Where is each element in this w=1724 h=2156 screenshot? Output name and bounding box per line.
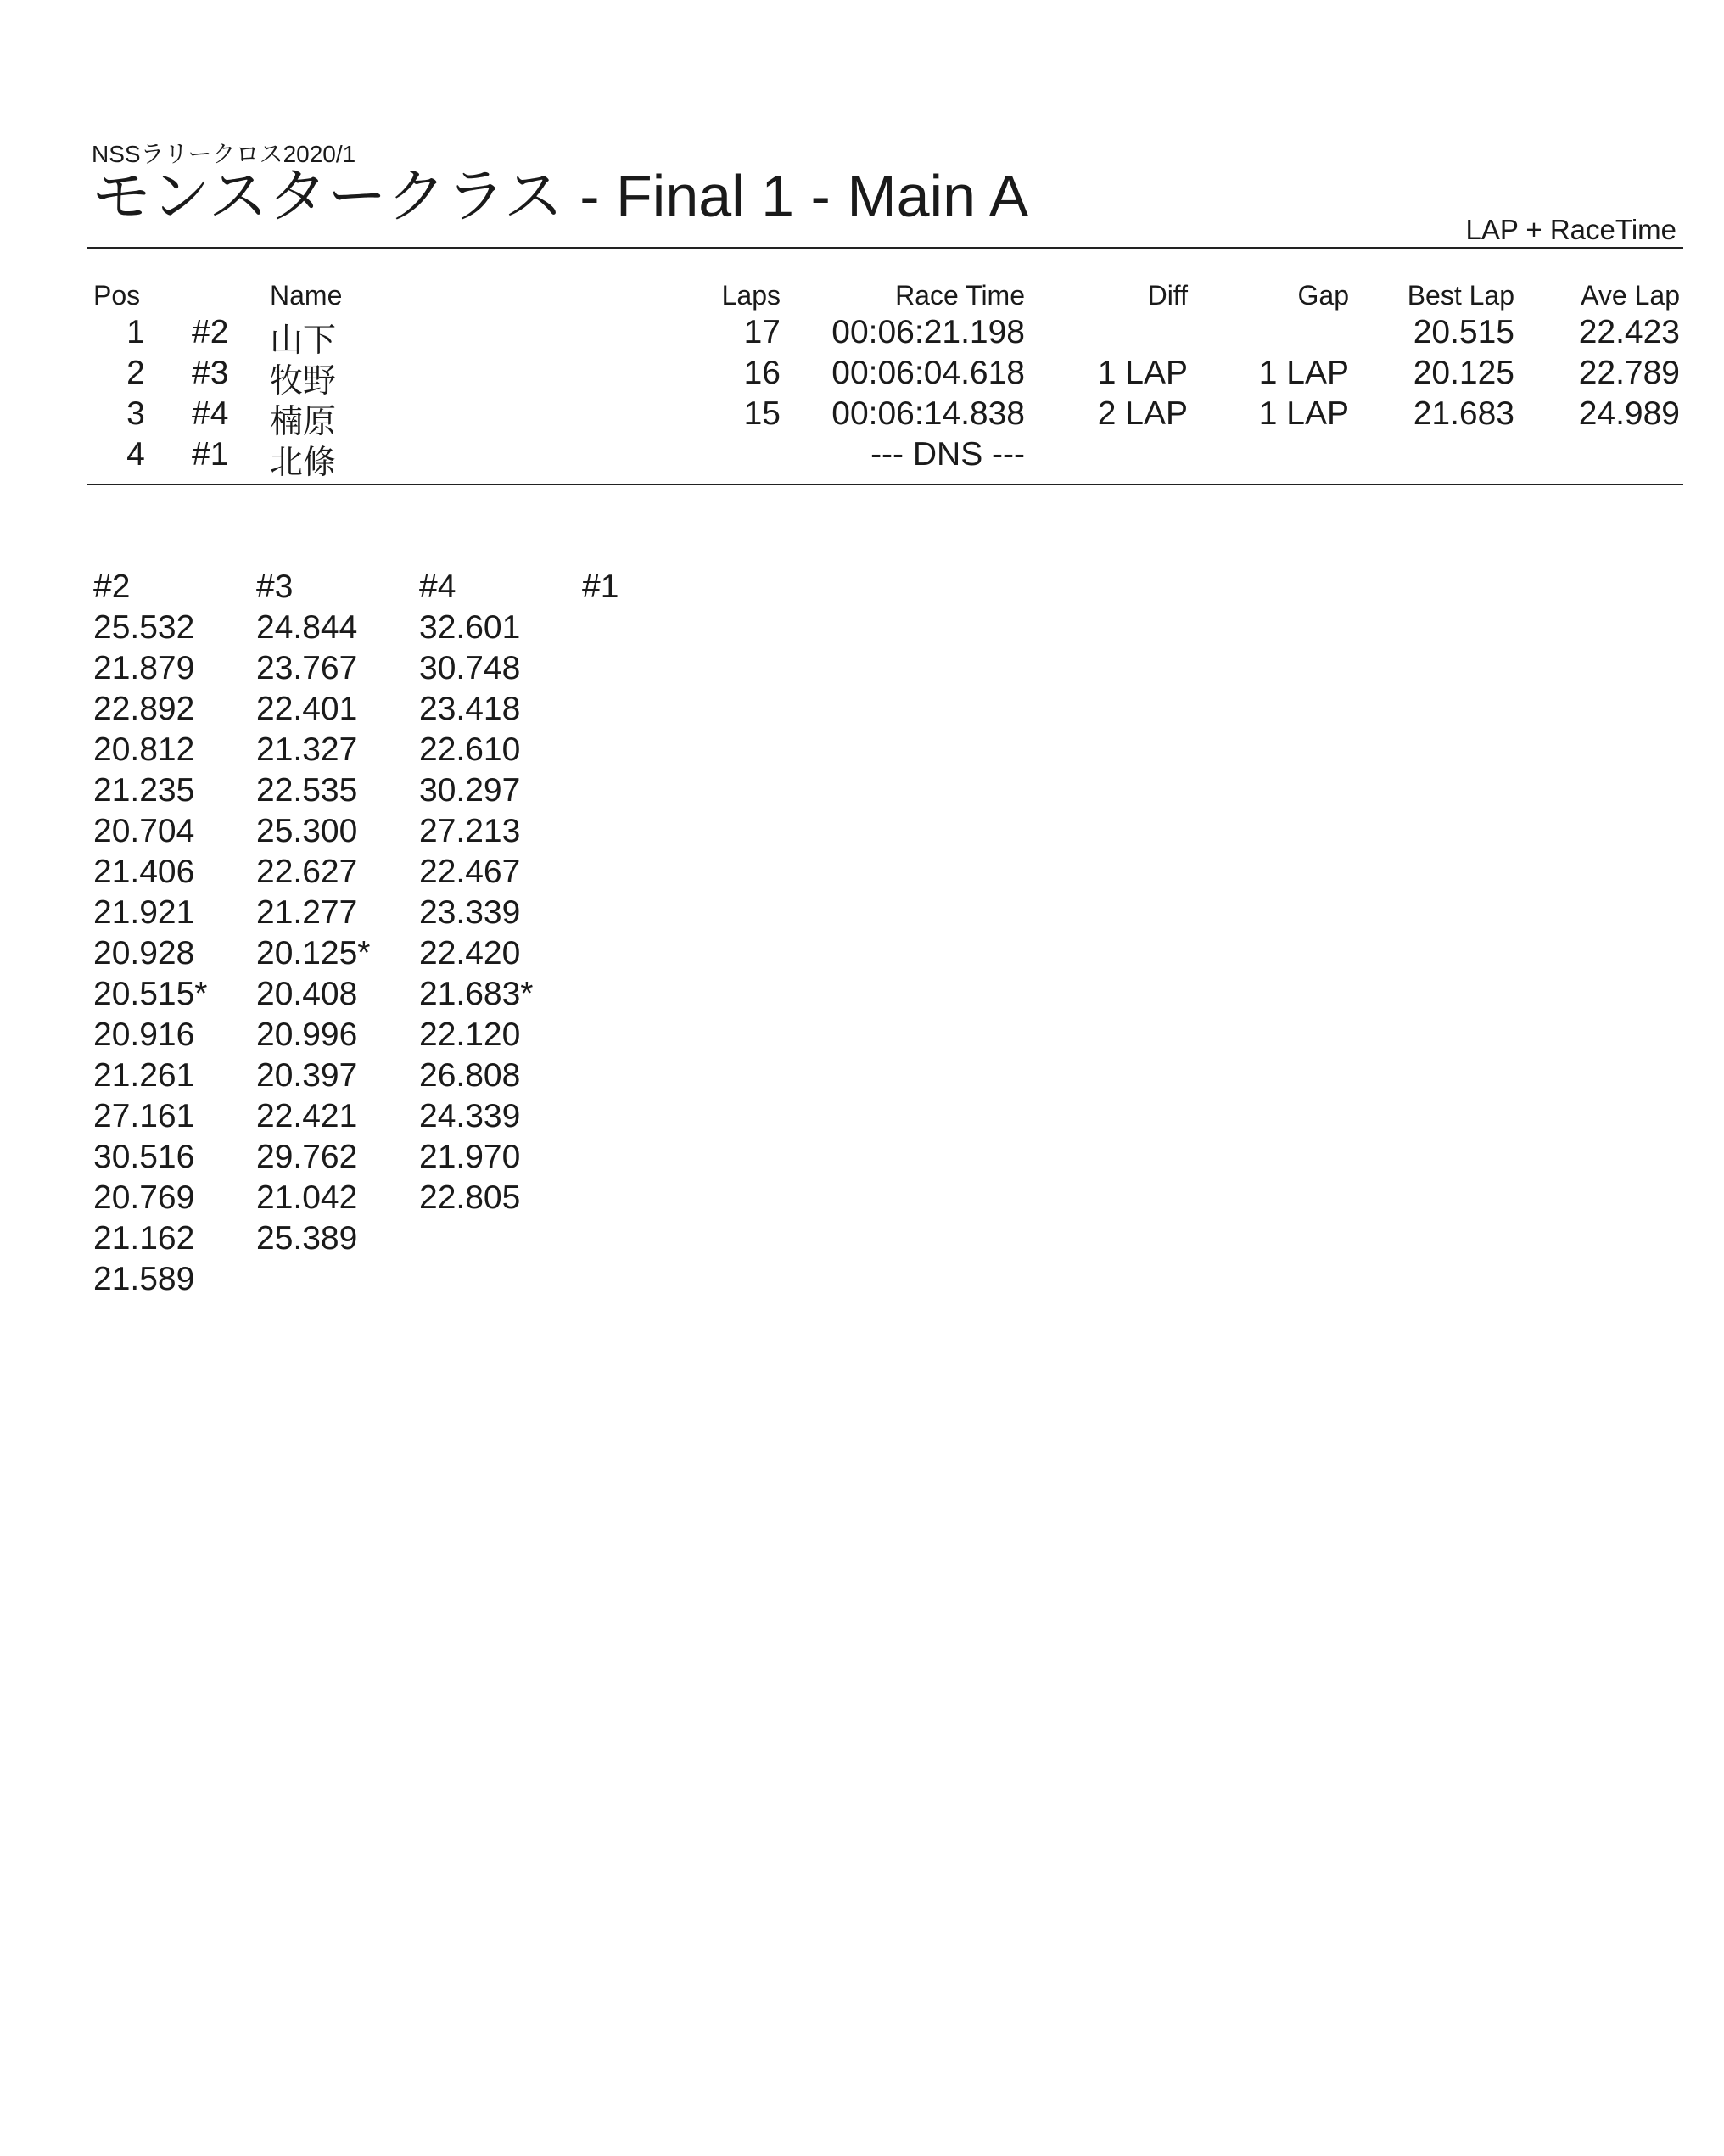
lap-time: 20.408 xyxy=(256,976,358,1012)
lap-time: 22.627 xyxy=(256,854,358,890)
lap-time: 22.401 xyxy=(256,691,358,727)
lap-time: 21.921 xyxy=(93,894,195,931)
result-ave-lap: 22.423 xyxy=(1578,314,1680,350)
results-divider xyxy=(87,484,1683,485)
result-driver-name: 楠原 xyxy=(270,404,337,440)
lap-time: 22.467 xyxy=(419,854,521,890)
result-gap: 1 LAP xyxy=(1258,395,1349,432)
lap-time: 20.704 xyxy=(93,813,195,849)
lap-column xyxy=(93,567,207,1300)
lap-column xyxy=(582,567,619,608)
lap-time: 22.892 xyxy=(93,691,195,727)
lap-column xyxy=(256,567,370,1259)
result-pos: 1 xyxy=(126,314,145,350)
lap-column-header: #2 xyxy=(93,568,131,605)
result-car-number: #3 xyxy=(192,355,229,391)
result-diff: 1 LAP xyxy=(1097,355,1188,391)
result-driver-name: 北條 xyxy=(270,445,337,481)
result-pos: 4 xyxy=(126,436,145,473)
result-ave-lap: 22.789 xyxy=(1578,355,1680,391)
result-laps: 16 xyxy=(743,355,781,391)
lap-time: 22.420 xyxy=(419,935,521,972)
result-best-lap: 21.683 xyxy=(1413,395,1514,432)
lap-time: 23.339 xyxy=(419,894,521,931)
result-pos: 2 xyxy=(126,355,145,391)
event-name: NSSラリークロス2020/1 xyxy=(92,141,356,167)
lap-time: 27.213 xyxy=(419,813,521,849)
lap-time: 23.418 xyxy=(419,691,521,727)
column-header-diff: Diff xyxy=(1147,280,1188,311)
lap-time: 21.970 xyxy=(419,1139,521,1175)
result-laps: 17 xyxy=(743,314,781,350)
lap-time: 20.769 xyxy=(93,1179,195,1216)
column-header-best-lap: Best Lap xyxy=(1407,280,1514,311)
result-diff: 2 LAP xyxy=(1097,395,1188,432)
lap-time: 21.235 xyxy=(93,772,195,809)
column-header-laps: Laps xyxy=(721,280,781,311)
column-header-pos: Pos xyxy=(93,280,141,311)
lap-time: 30.516 xyxy=(93,1139,195,1175)
result-ave-lap: 24.989 xyxy=(1578,395,1680,432)
lap-time: 22.535 xyxy=(256,772,358,809)
result-car-number: #1 xyxy=(192,436,229,473)
result-status-dns: --- DNS --- xyxy=(870,436,1025,473)
result-race-time: 00:06:21.198 xyxy=(831,314,1025,350)
lap-time: 30.748 xyxy=(419,650,521,686)
lap-column xyxy=(419,567,533,1218)
result-race-time: 00:06:14.838 xyxy=(831,395,1025,432)
lap-time: 21.162 xyxy=(93,1220,195,1257)
lap-time: 24.339 xyxy=(419,1098,521,1134)
lap-time: 27.161 xyxy=(93,1098,195,1134)
column-header-name: Name xyxy=(270,280,343,311)
result-laps: 15 xyxy=(743,395,781,432)
lap-time: 21.327 xyxy=(256,731,358,768)
lap-time: 21.589 xyxy=(93,1261,195,1297)
column-header-race-time: Race Time xyxy=(895,280,1025,311)
lap-time: 21.406 xyxy=(93,854,195,890)
lap-time: 25.300 xyxy=(256,813,358,849)
lap-time: 25.532 xyxy=(93,609,195,646)
lap-time: 21.683* xyxy=(419,976,534,1012)
result-best-lap: 20.125 xyxy=(1413,355,1514,391)
lap-time: 29.762 xyxy=(256,1139,358,1175)
header-divider xyxy=(87,247,1683,249)
lap-time: 32.601 xyxy=(419,609,521,646)
report-type: LAP + RaceTime xyxy=(1465,214,1676,245)
result-pos: 3 xyxy=(126,395,145,432)
lap-time: 23.767 xyxy=(256,650,358,686)
lap-time: 20.996 xyxy=(256,1016,358,1053)
result-car-number: #4 xyxy=(192,395,229,432)
lap-time: 20.515* xyxy=(93,976,208,1012)
lap-time: 20.928 xyxy=(93,935,195,972)
page-title: モンスタークラス - Final 1 - Main A xyxy=(92,163,1029,229)
result-race-time: 00:06:04.618 xyxy=(831,355,1025,391)
lap-time: 24.844 xyxy=(256,609,358,646)
lap-time: 22.805 xyxy=(419,1179,521,1216)
lap-column-header: #3 xyxy=(256,568,294,605)
lap-time: 20.812 xyxy=(93,731,195,768)
result-car-number: #2 xyxy=(192,314,229,350)
result-driver-name: 牧野 xyxy=(270,363,337,400)
result-best-lap: 20.515 xyxy=(1413,314,1514,350)
lap-time: 21.261 xyxy=(93,1057,195,1094)
lap-time: 22.610 xyxy=(419,731,521,768)
result-gap: 1 LAP xyxy=(1258,355,1349,391)
lap-time: 21.042 xyxy=(256,1179,358,1216)
lap-time: 22.421 xyxy=(256,1098,358,1134)
lap-time: 22.120 xyxy=(419,1016,521,1053)
lap-time: 20.916 xyxy=(93,1016,195,1053)
lap-column-header: #1 xyxy=(582,568,619,605)
lap-time: 26.808 xyxy=(419,1057,521,1094)
column-header-gap: Gap xyxy=(1297,280,1349,311)
result-driver-name: 山下 xyxy=(270,322,337,359)
lap-time: 20.397 xyxy=(256,1057,358,1094)
column-header-ave-lap: Ave Lap xyxy=(1581,280,1680,311)
lap-time: 30.297 xyxy=(419,772,521,809)
lap-time: 21.879 xyxy=(93,650,195,686)
lap-time: 25.389 xyxy=(256,1220,358,1257)
lap-column-header: #4 xyxy=(419,568,456,605)
lap-time: 20.125* xyxy=(256,935,371,972)
lap-time: 21.277 xyxy=(256,894,358,931)
